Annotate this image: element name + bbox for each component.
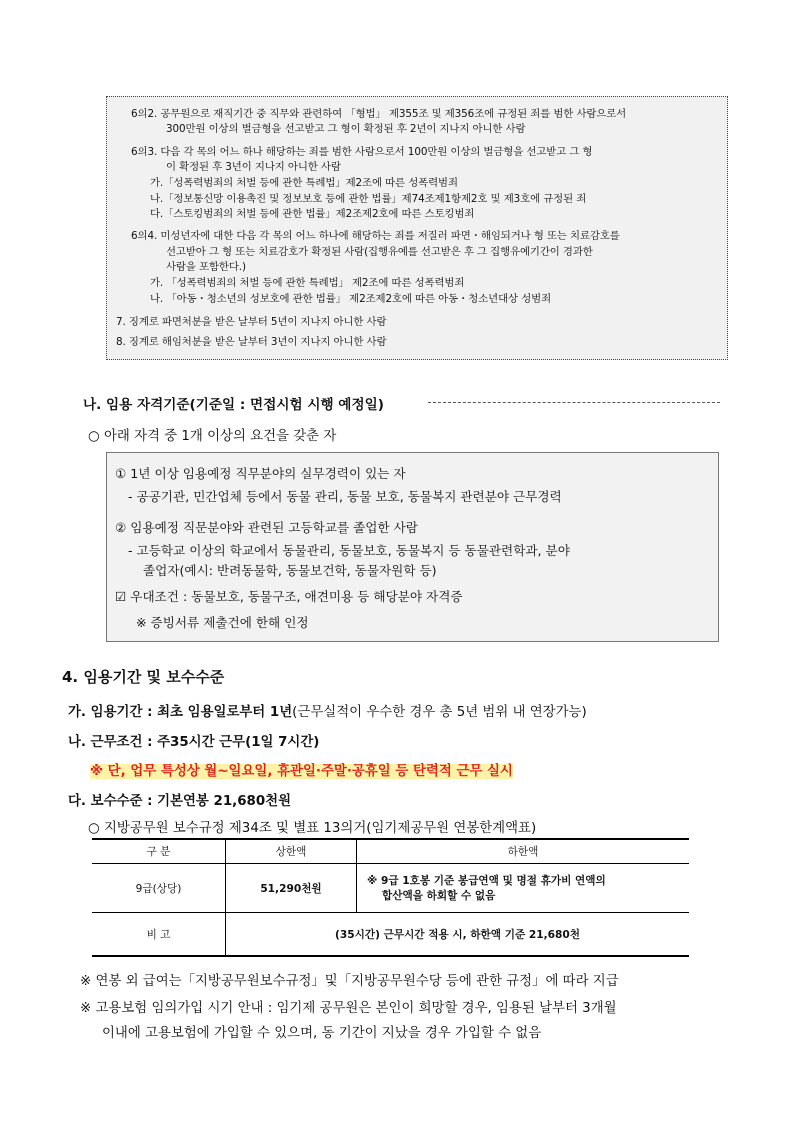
lower-limit-line1: ※ 9급 1호봉 기준 봉급연액 및 명절 휴가비 연액의 [367,875,606,887]
clause-6-4-line1: 6의4. 미성년자에 대한 다음 각 목의 어느 하나에 해당하는 죄를 저질러 파면・해임되거나 형 또는 치료감호를 [131,230,620,242]
header-category: 구 분 [92,839,226,864]
clause-6-3-na: 나.「정보통신망 이용촉진 및 정보보호 등에 관한 법률」제74조제1항제2호 및 제3호에 규정된 죄 [150,193,587,205]
remarks-label-cell: 비 고 [92,913,226,957]
qual-item-1: ① 1년 이상 임용예정 직무분야의 실무경력이 있는 자 [115,466,406,481]
lower-limit-line2: 합산액을 하회할 수 없음 [382,890,496,902]
table-header-row [92,839,689,864]
remarks-value-cell: (35시간) 근무시간 적용 시, 하한액 기준 21,680천 [226,913,690,957]
working-conditions-note-wrap [90,760,513,779]
clause-6-4-ga: 가. 「성폭력범죄의 처벌 등에 관한 특례법」 제2조에 따른 성폭력범죄 [150,277,465,289]
clause-6-2-line2: 300만원 이상의 벌금형을 선고받고 그 형이 확정된 후 2년이 지나지 아니한 사람 [166,123,526,135]
salary-table [92,838,689,957]
preference-note: ※ 증빙서류 제출건에 한해 인정 [136,615,309,630]
working-conditions-note: ※ 단, 업무 특성상 월~일요일, 휴관일·주말·공휴일 등 탄력적 근무 실시 [90,764,513,779]
table-row [92,913,689,957]
lower-limit-cell [357,864,690,913]
clause-6-3-ga: 가.「성폭력범죄의 처벌 등에 관한 특례법」제2조에 따른 성폭력범죄 [150,177,458,189]
note-insurance-line2: 이내에 고용보험에 가입할 수 있으며, 동 기간이 지났을 경우 가입할 수 없음 [102,1026,542,1041]
qual-item-1-detail: - 공공기관, 민간업체 등에서 동물 관리, 동물 보호, 동물복지 관련분야 근무경력 [128,489,562,504]
clause-6-3-da: 다.「스토킹범죄의 처벌 등에 관한 법률」제2조제2호에 따른 스토킹범죄 [150,208,475,220]
qualification-heading: 나. 임용 자격기준(기준일 : 면접시험 시행 예정일) [83,397,384,413]
grade-cell: 9급(상당) [92,864,226,913]
section-4-heading: 4. 임용기간 및 보수수준 [62,668,225,686]
qual-item-2-detail1: - 고등학교 이상의 학교에서 동물관리, 동물보호, 동물복지 등 동물관련학과, 분야 [128,543,570,558]
clause-6-2-line1: 6의2. 공무원으로 재직기간 중 직무와 관련하여 「형법」 제355조 및 제356조에 규정된 죄를 범한 사람으로서 [131,108,627,120]
appointment-period [68,701,587,720]
table-row [92,864,689,913]
qual-item-2: ② 임용예정 직문분야와 관련된 고등학교를 졸업한 사람 [115,520,418,535]
clause-8: 8. 징계로 해임처분을 받은 날부터 3년이 지나지 아니한 사람 [116,336,387,348]
qualification-criteria: ○ 아래 자격 중 1개 이상의 요건을 갖춘 자 [88,429,337,444]
note-insurance-line1: ※ 고용보험 임의가입 시기 안내 : 임기제 공무원은 본인이 희망할 경우, 임용된 날부터 3개월 [80,1001,617,1016]
working-conditions: 나. 근무조건 : 주35시간 근무(1일 7시간) [68,735,320,750]
clause-7: 7. 징계로 파면처분을 받은 날부터 5년이 지나지 아니한 사람 [116,316,387,328]
clause-6-3-line2: 이 확정된 후 3년이 지나지 아니한 사람 [166,161,341,173]
appointment-period-main: 가. 임용기간 : 최초 임용일로부터 1년 [68,705,293,720]
clause-6-3-line1: 6의3. 다음 각 목의 어느 하나 해당하는 죄를 범한 사람으로서 100만원 이상의 벌금형을 선고받고 그 형 [131,146,593,158]
header-lower-limit: 하한액 [357,839,690,864]
clause-6-4-line3: 사람을 포함한다.) [166,261,246,273]
salary-basis: ○ 지방공무원 보수규정 제34조 및 별표 13의거(임기제공무원 연봉한계액표) [88,821,537,836]
upper-limit-cell: 51,290천원 [226,864,357,913]
heading-dash-line [428,402,720,403]
clause-6-4-line2: 선고받아 그 형 또는 치료감호가 확정된 사람(집행유예를 선고받은 후 그 집행유예기간이 경과한 [166,246,593,258]
appointment-period-extension: (근무실적이 우수한 경우 총 5년 범위 내 연장가능) [292,705,587,720]
note-salary-rules: ※ 연봉 외 급여는「지방공무원보수규정」및「지방공무원수당 등에 관한 규정」에 따라 지급 [80,974,619,989]
preference-condition: ☑ 우대조건 : 동물보호, 동물구조, 애견미용 등 해당분야 자격증 [115,589,463,604]
clause-6-4-na: 나. 「아동・청소년의 성보호에 관한 법률」 제2조제2호에 따른 아동・청소년대상 성범죄 [150,293,552,305]
qual-item-2-detail2: 졸업자(예시: 반려동물학, 동물보건학, 동물자원학 등) [143,563,437,578]
salary-level: 다. 보수수준 : 기본연봉 21,680천원 [68,794,292,809]
header-upper-limit: 상한액 [226,839,357,864]
